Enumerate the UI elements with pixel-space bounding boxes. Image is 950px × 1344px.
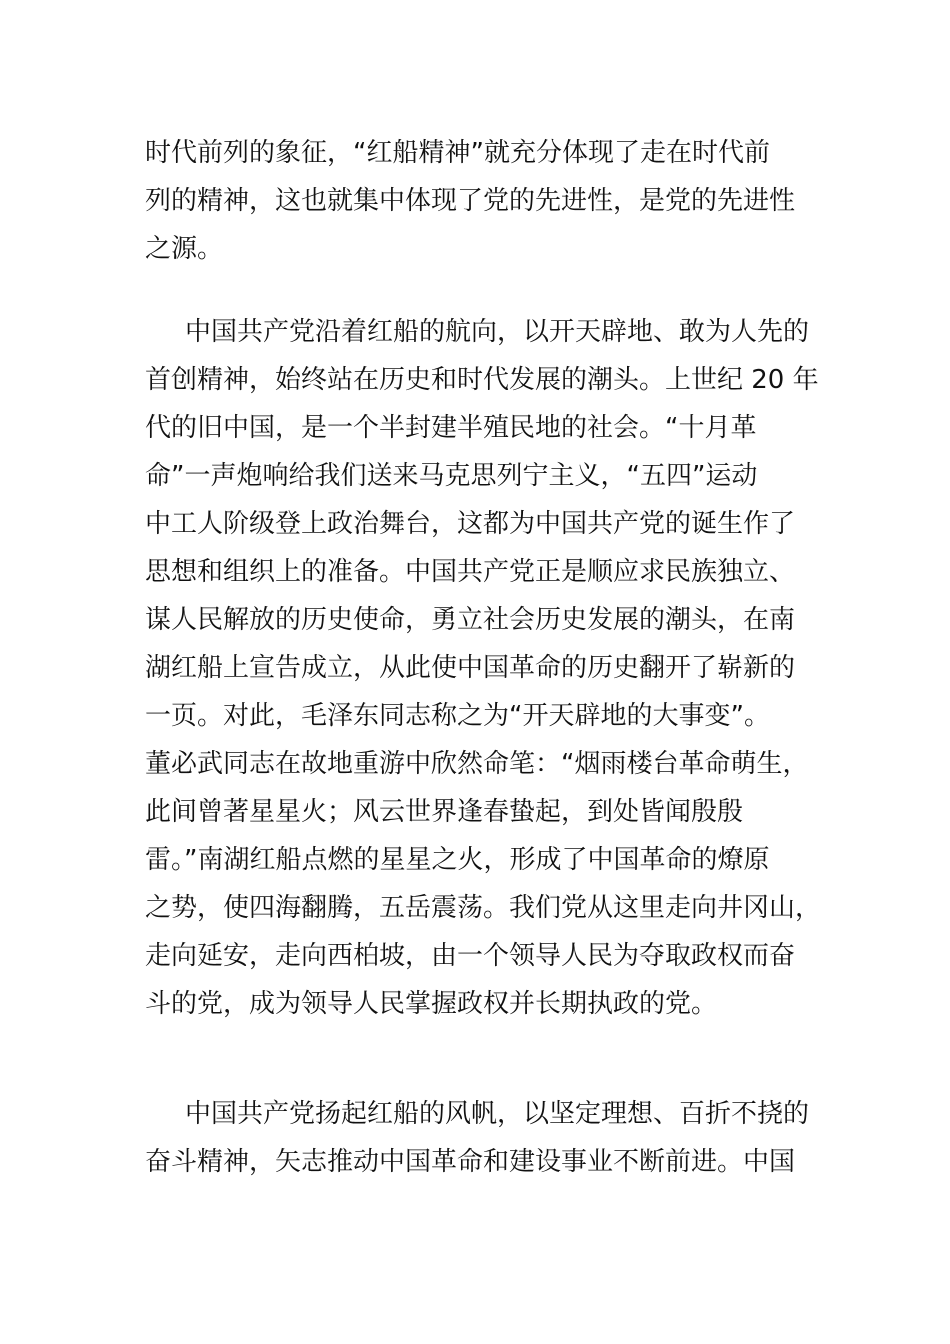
paragraph-3	[145, 1090, 810, 1186]
text-line: 之势，使四海翻腾，五岳震荡。我们党从这里走向井冈山，	[145, 893, 822, 923]
text-line: 走向延安，走向西柏坡，由一个领导人民为夺取政权而奋	[145, 941, 796, 971]
text-line: 命”一声炮响给我们送来马克思列宁主义，“五四”运动	[145, 461, 758, 491]
paragraph-1	[145, 129, 805, 273]
text-line: 斗的党，成为领导人民掌握政权并长期执政的党。	[145, 989, 718, 1019]
text-line: 谋人民解放的历史使命，勇立社会历史发展的潮头，在南	[145, 605, 796, 635]
text-line: 之源。	[145, 234, 224, 264]
text-line: 代的旧中国，是一个半封建半殖民地的社会。“十月革	[145, 413, 757, 443]
text-line: 湖红船上宣告成立，从此使中国革命的历史翻开了崭新的	[145, 653, 796, 683]
paragraph-2	[145, 308, 822, 1028]
text-line: 董必武同志在故地重游中欣然命笔：“烟雨楼台革命萌生，	[145, 749, 809, 779]
text-line: 列的精神，这也就集中体现了党的先进性，是党的先进性	[145, 186, 796, 216]
text-line: 一页。对此，毛泽东同志称之为“开天辟地的大事变”。	[145, 701, 770, 731]
text-line: 此间曾著星星火；风云世界逢春蛰起，到处皆闻殷殷	[145, 797, 744, 827]
text-line: 首创精神，始终站在历史和时代发展的潮头。上世纪 20 年	[145, 365, 819, 395]
text-line: 奋斗精神，矢志推动中国革命和建设事业不断前进。中国	[145, 1147, 796, 1177]
text-line: 中国共产党扬起红船的风帆，以坚定理想、百折不挠的	[185, 1099, 810, 1129]
text-line: 中国共产党沿着红船的航向，以开天辟地、敢为人先的	[185, 317, 810, 347]
text-line: 中工人阶级登上政治舞台，这都为中国共产党的诞生作了	[145, 509, 796, 539]
text-line: 思想和组织上的准备。中国共产党正是顺应求民族独立、	[145, 557, 796, 587]
text-line: 时代前列的象征，“红船精神”就充分体现了走在时代前	[145, 138, 770, 168]
text-line: 雷。”南湖红船点燃的星星之火，形成了中国革命的燎原	[145, 845, 770, 875]
